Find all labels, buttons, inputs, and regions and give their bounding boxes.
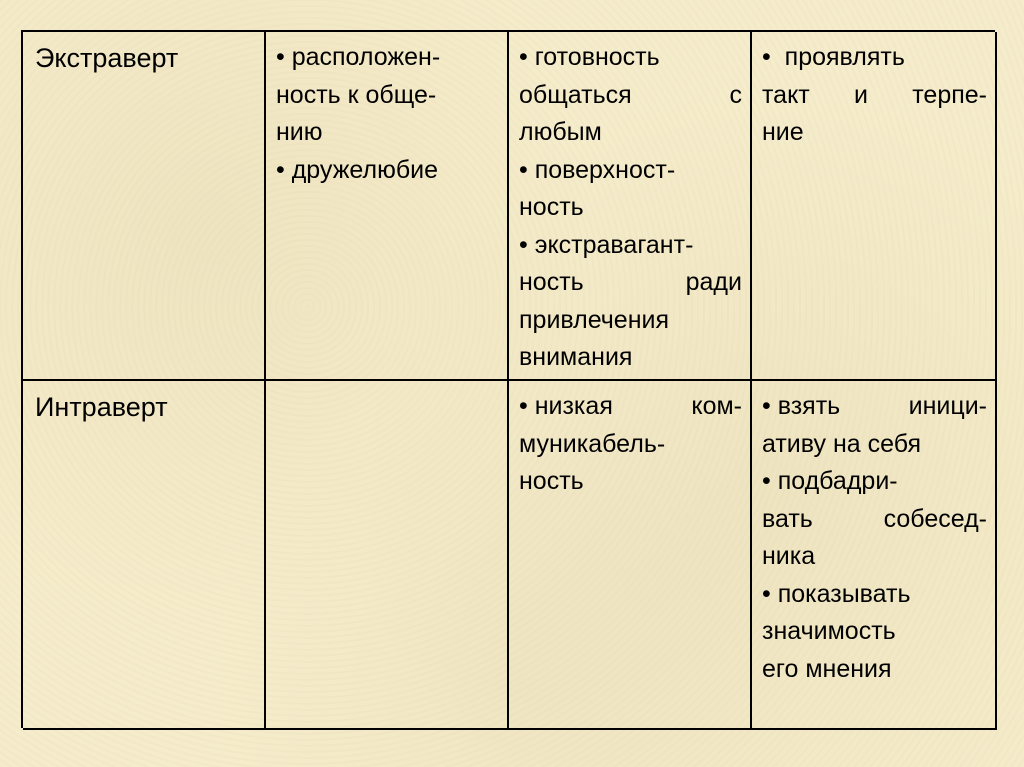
row-label-introvert — [23, 381, 266, 730]
list-item-line — [762, 77, 987, 115]
list-item-line — [519, 77, 742, 115]
word: ради — [685, 268, 742, 296]
list-item-line: • готовность — [519, 43, 660, 71]
list-item-line: • дружелюбие — [276, 155, 439, 184]
cell-introvert-recommendations — [752, 381, 997, 730]
list-item-line: нию — [276, 118, 323, 146]
word: и — [854, 80, 868, 109]
comparison-table — [21, 30, 995, 728]
list-item-line: ние — [762, 118, 804, 146]
cell-introvert-traits — [266, 381, 509, 730]
row-label-extravert — [23, 32, 266, 381]
list-item-line: значимость — [762, 617, 896, 645]
word: проявлять — [784, 43, 905, 71]
list-item-line — [519, 388, 742, 426]
list-item-line: ника — [762, 542, 816, 570]
list-item-line: любым — [519, 118, 602, 146]
list-item-line: внимания — [519, 343, 633, 371]
list-item-line: ность — [519, 467, 584, 495]
word: собесед- — [883, 504, 987, 533]
list-item-line — [519, 264, 742, 302]
list-item-line: ность — [519, 193, 584, 221]
list-item-line: • расположен- — [276, 43, 441, 71]
bullet: • — [762, 43, 771, 71]
list-item-line: ативу на себя — [762, 429, 922, 458]
list-item-line: • подбадри- — [762, 467, 898, 495]
word: иници- — [908, 392, 987, 420]
row-label: Интраверт — [35, 392, 168, 422]
word: • взять — [762, 392, 841, 420]
list-item-line: ность к обще- — [276, 80, 437, 109]
word: с — [729, 80, 742, 109]
list-item-line: муникабель- — [519, 429, 666, 458]
cell-extravert-features — [509, 32, 752, 381]
list-item-line: привлечения — [519, 305, 670, 334]
list-item-line — [762, 39, 987, 77]
list-item-line — [762, 388, 987, 426]
cell-extravert-traits — [266, 32, 509, 381]
list-item-line: • показывать — [762, 579, 911, 608]
word: терпе- — [912, 80, 987, 109]
list-item-line: • экстравагант- — [519, 230, 694, 259]
word: ность — [519, 268, 584, 296]
list-item-line — [762, 501, 987, 539]
row-label: Экстраверт — [35, 43, 179, 73]
cell-extravert-recommendations — [752, 32, 997, 381]
word: • низкая — [519, 392, 613, 420]
cell-introvert-features — [509, 381, 752, 730]
list-item-line: • поверхност- — [519, 155, 676, 184]
word: общаться — [519, 80, 632, 109]
list-item-line: его мнения — [762, 654, 892, 683]
word: такт — [762, 80, 810, 109]
word: ком- — [691, 392, 742, 420]
word: вать — [762, 504, 813, 533]
